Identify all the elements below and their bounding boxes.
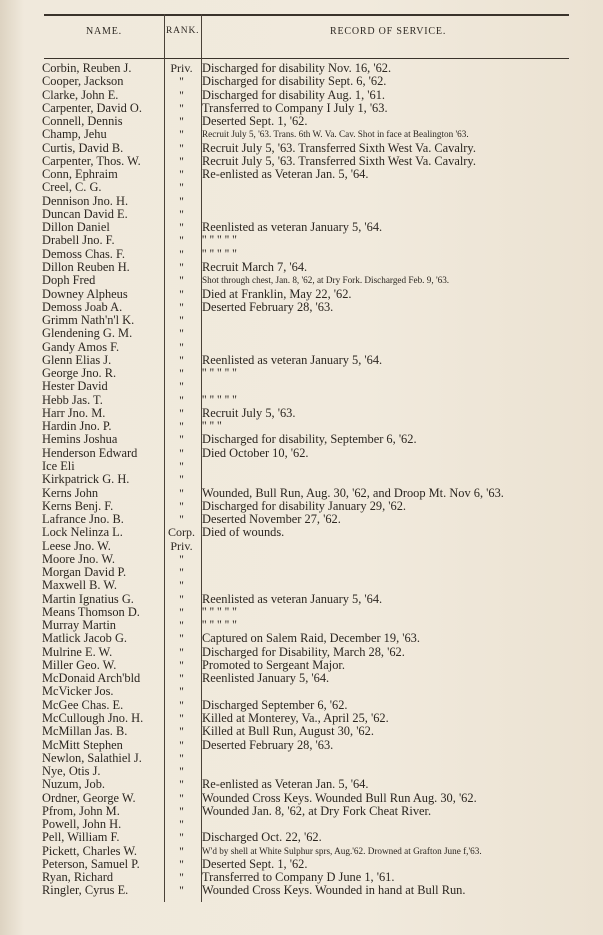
soldier-rank: '': [179, 259, 184, 274]
table-row: [0, 473, 603, 486]
soldier-name: Mulrine E. W.: [42, 644, 113, 659]
soldier-rank: '': [179, 883, 184, 898]
service-record: Captured on Salem Raid, December 19, '63.: [202, 631, 420, 646]
soldier-rank: '': [179, 551, 184, 566]
soldier-rank: '': [179, 458, 184, 473]
soldier-rank: '': [179, 114, 184, 129]
table-row: [0, 845, 603, 858]
table-row: [0, 792, 603, 805]
table-row: [0, 75, 603, 88]
soldier-rank: '': [179, 74, 184, 89]
soldier-name: McVicker Jos.: [42, 684, 114, 699]
soldier-rank: '': [179, 711, 184, 726]
service-record: Died October 10, '62.: [202, 445, 309, 460]
soldier-name: Carpenter, Thos. W.: [42, 153, 141, 168]
table-row: [0, 62, 603, 75]
soldier-rank: '': [179, 392, 184, 407]
table-row: [0, 142, 603, 155]
table-row: [0, 248, 603, 261]
table-row: [0, 460, 603, 473]
table-row: [0, 818, 603, 831]
table-row: [0, 500, 603, 513]
table-row: [0, 155, 603, 168]
soldier-rank: '': [179, 764, 184, 779]
service-record: Discharged September 6, '62.: [202, 697, 348, 712]
soldier-name: Morgan David P.: [42, 565, 127, 580]
soldier-name: Gandy Amos F.: [42, 339, 120, 354]
table-row: [0, 805, 603, 818]
soldier-rank: '': [179, 273, 184, 288]
table-row: [0, 632, 603, 645]
table-row: [0, 858, 603, 871]
soldier-name: Nuzum, Job.: [42, 777, 105, 792]
soldier-name: Doph Fred: [42, 273, 96, 288]
soldier-rank: '': [179, 817, 184, 832]
table-row: [0, 685, 603, 698]
soldier-rank: '': [179, 326, 184, 341]
soldier-name: George Jno. R.: [42, 366, 117, 381]
soldier-rank: '': [179, 565, 184, 580]
service-record: Recruit July 5, '63. Transferred Sixth West Va. Cavalry.: [202, 153, 476, 168]
soldier-name: Glendening G. M.: [42, 326, 133, 341]
table-row: [0, 884, 603, 897]
service-record: Reenlisted January 5, '64.: [202, 671, 330, 686]
service-record: Recruit July 5, '63. Transferred Sixth West Va. Cavalry.: [202, 140, 476, 155]
service-record: '' '' '' '' '': [202, 246, 237, 261]
soldier-name: McMitt Stephen: [42, 737, 123, 752]
service-record: '' '' '' '' '': [202, 618, 237, 633]
soldier-rank: '': [179, 803, 184, 818]
soldier-name: Maxwell B. W.: [42, 578, 118, 593]
soldier-rank: '': [179, 299, 184, 314]
service-record: Deserted November 27, '62.: [202, 512, 341, 527]
soldier-name: Duncan David E.: [42, 206, 128, 221]
soldier-name: Newlon, Salathiel J.: [42, 750, 142, 765]
soldier-name: Demoss Chas. F.: [42, 246, 125, 261]
table-row: [0, 566, 603, 579]
soldier-name: Cooper, Jackson: [42, 74, 124, 89]
soldier-rank: '': [179, 644, 184, 659]
soldier-rank: '': [179, 379, 184, 394]
soldier-name: Pickett, Charles W.: [42, 843, 137, 858]
soldier-rank: '': [179, 167, 184, 182]
soldier-name: McGee Chas. E.: [42, 697, 124, 712]
soldier-rank: '': [179, 697, 184, 712]
soldier-name: Ice Eli: [42, 458, 75, 473]
service-record: '' '' '': [202, 419, 222, 434]
soldier-rank: '': [179, 631, 184, 646]
service-record: Reenlisted as veteran January 5, '64.: [202, 220, 383, 235]
table-row: [0, 619, 603, 632]
soldier-name: Pell, William F.: [42, 830, 120, 845]
table-row: [0, 234, 603, 247]
soldier-name: Glenn Elias J.: [42, 352, 112, 367]
service-record: Transferred to Company D June 1, '61.: [202, 870, 395, 885]
table-row: [0, 367, 603, 380]
soldier-name: Moore Jno. W.: [42, 551, 115, 566]
service-record: Recruit March 7, '64.: [202, 259, 308, 274]
soldier-name: Pfrom, John M.: [42, 803, 120, 818]
name-column-header: NAME.: [86, 26, 122, 37]
soldier-rank: '': [179, 671, 184, 686]
soldier-name: Creel, C. G.: [42, 180, 102, 195]
soldier-name: Murray Martin: [42, 618, 116, 633]
soldier-rank: '': [179, 87, 184, 102]
soldier-name: Harr Jno. M.: [42, 405, 106, 420]
service-record: Wounded Cross Keys. Wounded in hand at Bull Run.: [202, 883, 466, 898]
soldier-name: Means Thomson D.: [42, 604, 140, 619]
soldier-rank: '': [179, 419, 184, 434]
soldier-name: Leese Jno. W.: [42, 538, 111, 553]
soldier-rank: Priv.: [170, 61, 193, 75]
service-record: Killed at Bull Run, August 30, '62.: [202, 724, 374, 739]
service-record: '' '' '' '' '': [202, 604, 237, 619]
table-row: [0, 540, 603, 553]
soldier-name: Miller Geo. W.: [42, 657, 117, 672]
table-row: [0, 606, 603, 619]
soldier-name: Curtis, David B.: [42, 140, 124, 155]
soldier-rank: '': [179, 724, 184, 739]
table-row: [0, 752, 603, 765]
soldier-name: Clarke, John E.: [42, 87, 119, 102]
table-row: [0, 553, 603, 566]
soldier-rank: '': [179, 830, 184, 845]
header-bottom-rule: [44, 58, 569, 59]
service-record: Died of wounds.: [202, 525, 285, 540]
roster-table: [0, 62, 603, 898]
table-row: [0, 274, 603, 287]
table-row: [0, 659, 603, 672]
soldier-name: McDonaid Arch'bld: [42, 671, 141, 686]
soldier-rank: '': [179, 220, 184, 235]
soldier-rank: '': [179, 485, 184, 500]
soldier-name: Powell, John H.: [42, 817, 122, 832]
service-record: Reenlisted as veteran January 5, '64.: [202, 352, 383, 367]
table-row: [0, 102, 603, 115]
soldier-rank: '': [179, 286, 184, 301]
table-row: [0, 646, 603, 659]
table-row: [0, 181, 603, 194]
table-row: [0, 513, 603, 526]
soldier-name: Champ, Jehu: [42, 127, 107, 142]
table-row: [0, 394, 603, 407]
service-record: '' '' '' '' '': [202, 366, 237, 381]
table-row: [0, 354, 603, 367]
soldier-rank: '': [179, 512, 184, 527]
soldier-name: Martin Ignatius G.: [42, 591, 134, 606]
table-row: [0, 115, 603, 128]
soldier-rank: '': [179, 100, 184, 115]
table-row: [0, 380, 603, 393]
table-row: [0, 739, 603, 752]
service-record: Deserted Sept. 1, '62.: [202, 856, 308, 871]
table-row: [0, 765, 603, 778]
soldier-name: Connell, Dennis: [42, 114, 123, 129]
soldier-rank: '': [179, 472, 184, 487]
soldier-name: Kerns Benj. F.: [42, 498, 114, 513]
soldier-rank: '': [179, 618, 184, 633]
soldier-rank: '': [179, 591, 184, 606]
soldier-name: McCullough Jno. H.: [42, 711, 144, 726]
soldier-name: McMillan Jas. B.: [42, 724, 128, 739]
service-record: Discharged for disability January 29, '62.: [202, 498, 406, 513]
header-top-rule: [44, 14, 569, 16]
soldier-rank: '': [179, 737, 184, 752]
soldier-rank: '': [179, 405, 184, 420]
service-record: Died at Franklin, May 22, '62.: [202, 286, 352, 301]
soldier-rank: '': [179, 127, 184, 142]
table-row: [0, 778, 603, 791]
service-record: '' '' '' '' '': [202, 392, 237, 407]
table-row: [0, 314, 603, 327]
soldier-rank: '': [179, 750, 184, 765]
table-row: [0, 526, 603, 539]
service-record: Deserted Sept. 1, '62.: [202, 114, 308, 129]
service-record: Discharged Oct. 22, '62.: [202, 830, 322, 845]
service-record: Discharged for disability Sept. 6, '62.: [202, 74, 387, 89]
table-row: [0, 593, 603, 606]
soldier-rank: '': [179, 843, 184, 858]
soldier-name: Kirkpatrick G. H.: [42, 472, 130, 487]
soldier-name: Dillon Daniel: [42, 220, 110, 235]
soldier-rank: '': [179, 604, 184, 619]
table-row: [0, 288, 603, 301]
soldier-name: Drabell Jno. F.: [42, 233, 115, 248]
soldier-name: Conn, Ephraim: [42, 167, 118, 182]
record-column-header: RECORD OF SERVICE.: [330, 26, 447, 37]
soldier-rank: Corp.: [168, 525, 195, 540]
service-record: Re-enlisted as Veteran Jan. 5, '64.: [202, 167, 369, 182]
service-record: W'd by shell at White Sulphur sprs, Aug.'62. Drowned at Grafton June f,'63.: [202, 845, 482, 856]
table-row: [0, 579, 603, 592]
table-row: [0, 672, 603, 685]
soldier-name: Downey Alpheus: [42, 286, 128, 301]
table-row: [0, 712, 603, 725]
soldier-rank: '': [179, 366, 184, 381]
soldier-name: Ryan, Richard: [42, 870, 114, 885]
service-record: Discharged for disability Nov. 16, '62.: [202, 61, 392, 75]
service-record: Killed at Monterey, Va., April 25, '62.: [202, 711, 389, 726]
service-record: Discharged for disability Aug. 1, '61.: [202, 87, 386, 102]
soldier-rank: '': [179, 193, 184, 208]
soldier-rank: '': [179, 180, 184, 195]
table-row: [0, 420, 603, 433]
soldier-rank: '': [179, 856, 184, 871]
soldier-name: Grimm Nath'n'l K.: [42, 313, 135, 328]
soldier-rank: '': [179, 777, 184, 792]
table-row: [0, 128, 603, 141]
table-row: [0, 221, 603, 234]
soldier-name: Hester David: [42, 379, 108, 394]
soldier-rank: '': [179, 684, 184, 699]
soldier-name: Lafrance Jno. B.: [42, 512, 124, 527]
soldier-name: Hebb Jas. T.: [42, 392, 103, 407]
soldier-name: Demoss Joab A.: [42, 299, 123, 314]
service-record: '' '' '' '' '': [202, 233, 237, 248]
table-row: [0, 699, 603, 712]
soldier-name: Dillon Reuben H.: [42, 259, 130, 274]
service-record: Reenlisted as veteran January 5, '64.: [202, 591, 383, 606]
soldier-rank: '': [179, 352, 184, 367]
service-record: Discharged for Disability, March 28, '62.: [202, 644, 405, 659]
table-row: [0, 89, 603, 102]
soldier-rank: '': [179, 578, 184, 593]
soldier-rank: '': [179, 233, 184, 248]
table-row: [0, 195, 603, 208]
soldier-rank: '': [179, 790, 184, 805]
soldier-rank: '': [179, 445, 184, 460]
service-record: Promoted to Sergeant Major.: [202, 657, 345, 672]
soldier-name: Hardin Jno. P.: [42, 419, 112, 434]
table-row: [0, 407, 603, 420]
table-row: [0, 341, 603, 354]
table-row: [0, 261, 603, 274]
soldier-rank: '': [179, 432, 184, 447]
soldier-name: Henderson Edward: [42, 445, 138, 460]
service-record: Discharged for disability, September 6, '62.: [202, 432, 417, 447]
service-record: Wounded Jan. 8, '62, at Dry Fork Cheat River.: [202, 803, 432, 818]
soldier-rank: '': [179, 206, 184, 221]
soldier-rank: '': [179, 339, 184, 354]
soldier-name: Matlick Jacob G.: [42, 631, 127, 646]
soldier-name: Ringler, Cyrus E.: [42, 883, 129, 898]
table-row: [0, 327, 603, 340]
service-record: Wounded Cross Keys. Wounded Bull Run Aug. 30, '62.: [202, 790, 477, 805]
service-record: Deserted February 28, '63.: [202, 737, 334, 752]
service-record: Wounded, Bull Run, Aug. 30, '62, and Droop Mt. Nov 6, '63.: [202, 485, 504, 500]
soldier-name: Dennison Jno. H.: [42, 193, 129, 208]
table-row: [0, 208, 603, 221]
soldier-rank: '': [179, 140, 184, 155]
service-record: Transferred to Company I July 1, '63.: [202, 100, 388, 115]
soldier-rank: '': [179, 153, 184, 168]
table-row: [0, 487, 603, 500]
soldier-rank: '': [179, 246, 184, 261]
soldier-name: Carpenter, David O.: [42, 100, 142, 115]
soldier-rank: '': [179, 657, 184, 672]
service-record: Re-enlisted as Veteran Jan. 5, '64.: [202, 777, 369, 792]
table-row: [0, 433, 603, 446]
soldier-name: Lock Nelinza L.: [42, 525, 123, 540]
soldier-name: Ordner, George W.: [42, 790, 136, 805]
soldier-rank: '': [179, 313, 184, 328]
service-record: Deserted February 28, '63.: [202, 299, 334, 314]
soldier-name: Kerns John: [42, 485, 99, 500]
table-row: [0, 447, 603, 460]
soldier-name: Hemins Joshua: [42, 432, 118, 447]
table-row: [0, 871, 603, 884]
soldier-name: Nye, Otis J.: [42, 764, 101, 779]
service-record: Recruit July 5, '63.: [202, 405, 296, 420]
table-row: [0, 168, 603, 181]
table-row: [0, 831, 603, 844]
soldier-rank: '': [179, 870, 184, 885]
soldier-rank: Priv.: [170, 538, 193, 553]
service-record: Shot through chest, Jan. 8, '62, at Dry Fork. Discharged Feb. 9, '63.: [202, 275, 450, 286]
rank-column-header: RANK.: [166, 26, 200, 36]
soldier-name: Peterson, Samuel P.: [42, 856, 140, 871]
table-row: [0, 725, 603, 738]
soldier-name: Corbin, Reuben J.: [42, 61, 132, 75]
soldier-rank: '': [179, 498, 184, 513]
table-row: [0, 301, 603, 314]
service-record: Recruit July 5, '63. Trans. 6th W. Va. Cav. Shot in face at Bealington '63.: [202, 129, 469, 140]
